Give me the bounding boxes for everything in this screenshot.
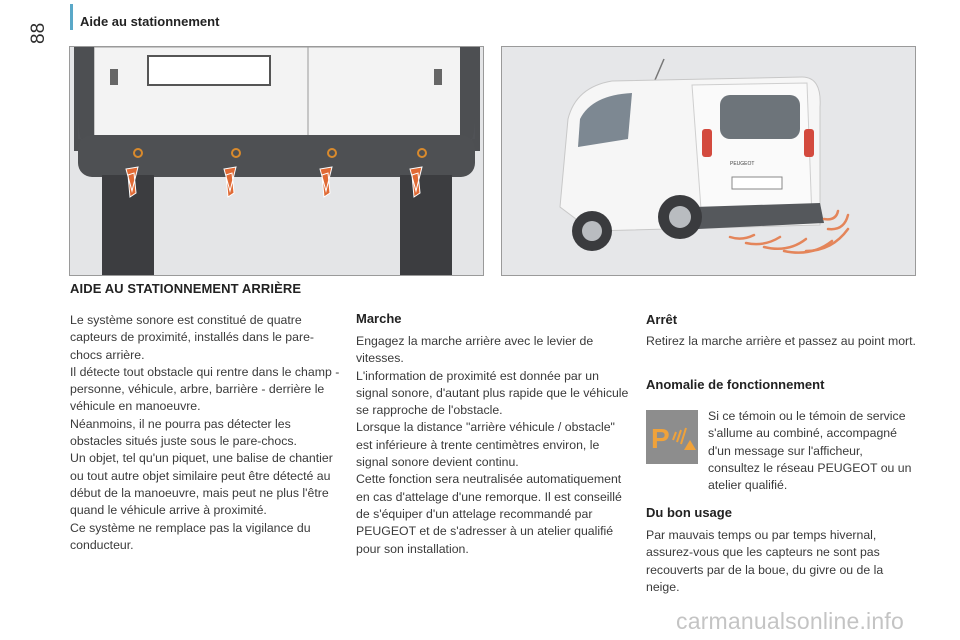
marche-paragraph: Lorsque la distance "arrière véhicule / obstacle" est inférieure à trente centimètres environ, le signal sonore devient continu. — [356, 420, 615, 470]
figure-van-detection — [501, 46, 916, 276]
van-brand-label: PEUGEOT — [730, 161, 755, 167]
anomalie-text: Si ce témoin ou le témoin de service s'allume au combiné, accompagné d'un message sur l'afficheur, consultez le réseau PEUGEOT ou un atelier qualifié. — [708, 409, 912, 493]
arret-heading: Arrêt — [646, 312, 678, 327]
van-detection-illustration — [502, 47, 915, 275]
watermark: carmanualsonline.info — [676, 608, 904, 634]
van-plate — [732, 177, 782, 189]
intro-column — [70, 312, 342, 554]
bon-usage-heading: Du bon usage — [646, 505, 732, 520]
header-accent-bar — [70, 4, 73, 30]
rear-door-right — [308, 47, 472, 147]
page-number: 88 — [28, 22, 49, 44]
anomalie-heading: Anomalie de fonctionnement — [646, 377, 825, 392]
mudflap-left — [102, 175, 154, 275]
marche-heading: Marche — [356, 311, 402, 326]
marche-paragraph: Cette fonction sera neutralisée automatiquement en cas d'attelage d'une remorque. Il est conseillé de s'équiper d'un attelage recommandé par PEUGEOT et de s'adresser à un atelier qualifié pour son installation. — [356, 472, 622, 556]
figure-rear-bumper — [69, 46, 484, 276]
rear-bumper-illustration — [70, 47, 483, 275]
bon-usage-text: Par mauvais temps ou par temps hivernal, assurez-vous que les capteurs ne sont pas recouverts par de la boue, du givre ou de la neige. — [646, 528, 884, 594]
intro-paragraph: Ce système ne remplace pas la vigilance du conducteur. — [70, 520, 311, 552]
section-title: AIDE AU STATIONNEMENT ARRIÈRE — [70, 281, 302, 296]
svg-text:P: P — [651, 423, 670, 454]
van-rear-window — [720, 95, 800, 139]
header-title: Aide au stationnement — [80, 14, 220, 29]
intro-paragraph: Néanmoins, il ne pourra pas détecter les obstacles situés juste sous le pare-chocs. — [70, 416, 297, 449]
marche-paragraph: L'information de proximité est donnée par un signal sonore, d'autant plus rapide que le véhicule se rapproche de l'obstacle. — [356, 368, 629, 418]
marche-paragraph: Engagez la marche arrière avec le levier de vitesses. — [356, 334, 594, 366]
intro-paragraph: Le système sonore est constitué de quatre capteurs de proximité, installés dans le pare-chocs arrière. — [70, 313, 315, 362]
license-plate — [148, 56, 270, 85]
parking-warning-icon — [646, 410, 698, 464]
intro-paragraph: Un objet, tel qu'un piquet, une balise de chantier ou tout autre objet similaire peut être détecté au début de la manoeuvre, mais peut ne plus l'être quand le véhicule arrive à proximité. — [70, 451, 333, 518]
intro-paragraph: Il détecte tout obstacle qui rentre dans le champ - personne, véhicule, arbre, barrière - derrière le véhicule en manoeuvre. — [70, 364, 340, 414]
arret-text: Retirez la marche arrière et passez au point mort. — [646, 334, 916, 348]
mudflap-right — [400, 175, 452, 275]
marche-column — [356, 333, 631, 558]
